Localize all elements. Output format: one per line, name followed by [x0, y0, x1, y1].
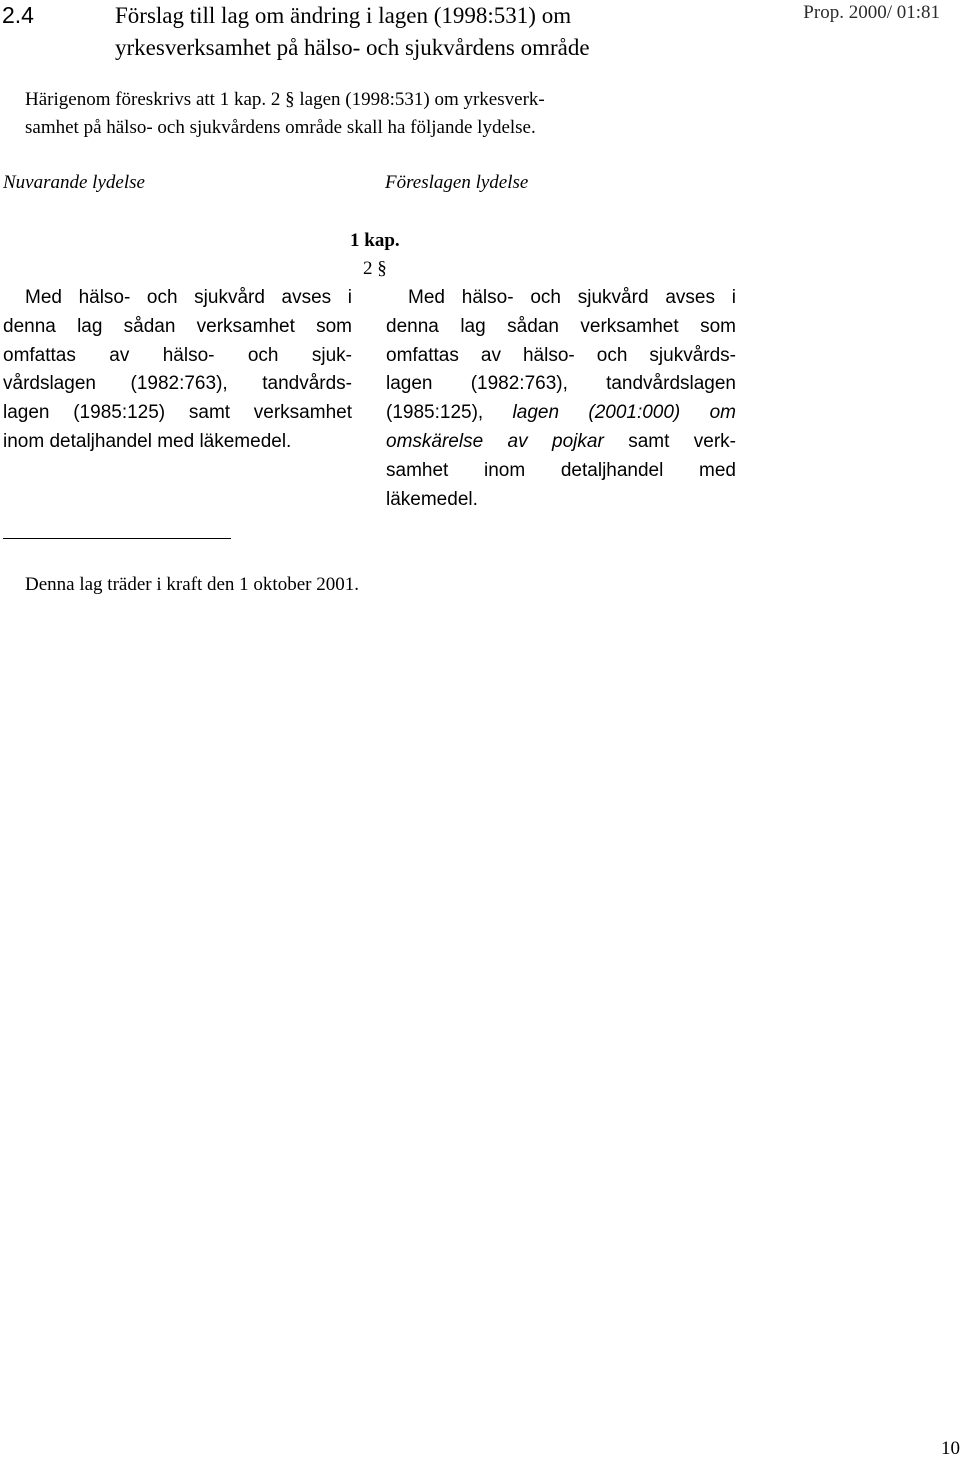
section-title-line-2: yrkesverksamhet på hälso- och sjukvårdens område	[115, 35, 590, 60]
current-line-2: denna lag sådan verksamhet som	[3, 315, 352, 337]
proposed-line-5-plain: (1985:125),	[386, 402, 484, 424]
proposed-line-6-plain: samt verk-	[628, 430, 736, 452]
page-number: 10	[941, 1438, 960, 1459]
current-line-5: lagen (1985:125) samt verksamhet	[3, 402, 352, 424]
proposed-line-6	[386, 428, 736, 457]
proposed-line-5	[386, 399, 736, 428]
current-wording-heading: Nuvarande lydelse	[3, 172, 145, 193]
proposed-wording-heading: Föreslagen lydelse	[385, 172, 529, 193]
proposed-line-2: denna lag sådan verksamhet som	[386, 315, 736, 337]
current-line-6: inom detaljhandel med läkemedel.	[3, 430, 292, 452]
intro-paragraph	[25, 86, 745, 142]
section-title	[115, 0, 755, 64]
current-line-4: vårdslagen (1982:763), tandvårds-	[3, 373, 352, 395]
current-line-3: omfattas av hälso- och sjuk-	[3, 344, 352, 366]
intro-line-2: samhet på hälso- och sjukvårdens område skall ha följande lydelse.	[25, 117, 536, 138]
proposed-amendment-text: lagen (2001:000) om	[512, 402, 736, 424]
intro-line-1: Härigenom föreskrivs att 1 kap. 2 § lagen (1998:531) om yrkesverk-	[25, 89, 545, 110]
proposed-line-3: omfattas av hälso- och sjukvårds-	[386, 344, 736, 366]
proposed-line-1: Med hälso- och sjukvård avses i	[408, 287, 736, 308]
proposed-line-4: lagen (1982:763), tandvårdslagen	[386, 373, 736, 395]
separator-rule	[3, 538, 231, 539]
proposed-wording-text	[386, 284, 736, 514]
section-number: 2.4	[2, 2, 34, 28]
effective-date-statement: Denna lag träder i kraft den 1 oktober 2001.	[25, 574, 359, 595]
chapter-label: 1 kap.	[350, 230, 400, 251]
proposed-line-7: samhet inom detaljhandel med	[386, 459, 736, 481]
current-wording-text	[3, 284, 352, 457]
proposed-line-8: läkemedel.	[386, 488, 478, 510]
current-line-1: Med hälso- och sjukvård avses i	[25, 287, 352, 308]
proposition-reference: Prop. 2000/ 01:81	[803, 2, 940, 23]
section-title-line-1: Förslag till lag om ändring i lagen (1998:531) om	[115, 3, 572, 28]
section-label: 2 §	[363, 258, 387, 279]
proposed-amendment-text-cont: omskärelse av pojkar	[386, 430, 604, 452]
